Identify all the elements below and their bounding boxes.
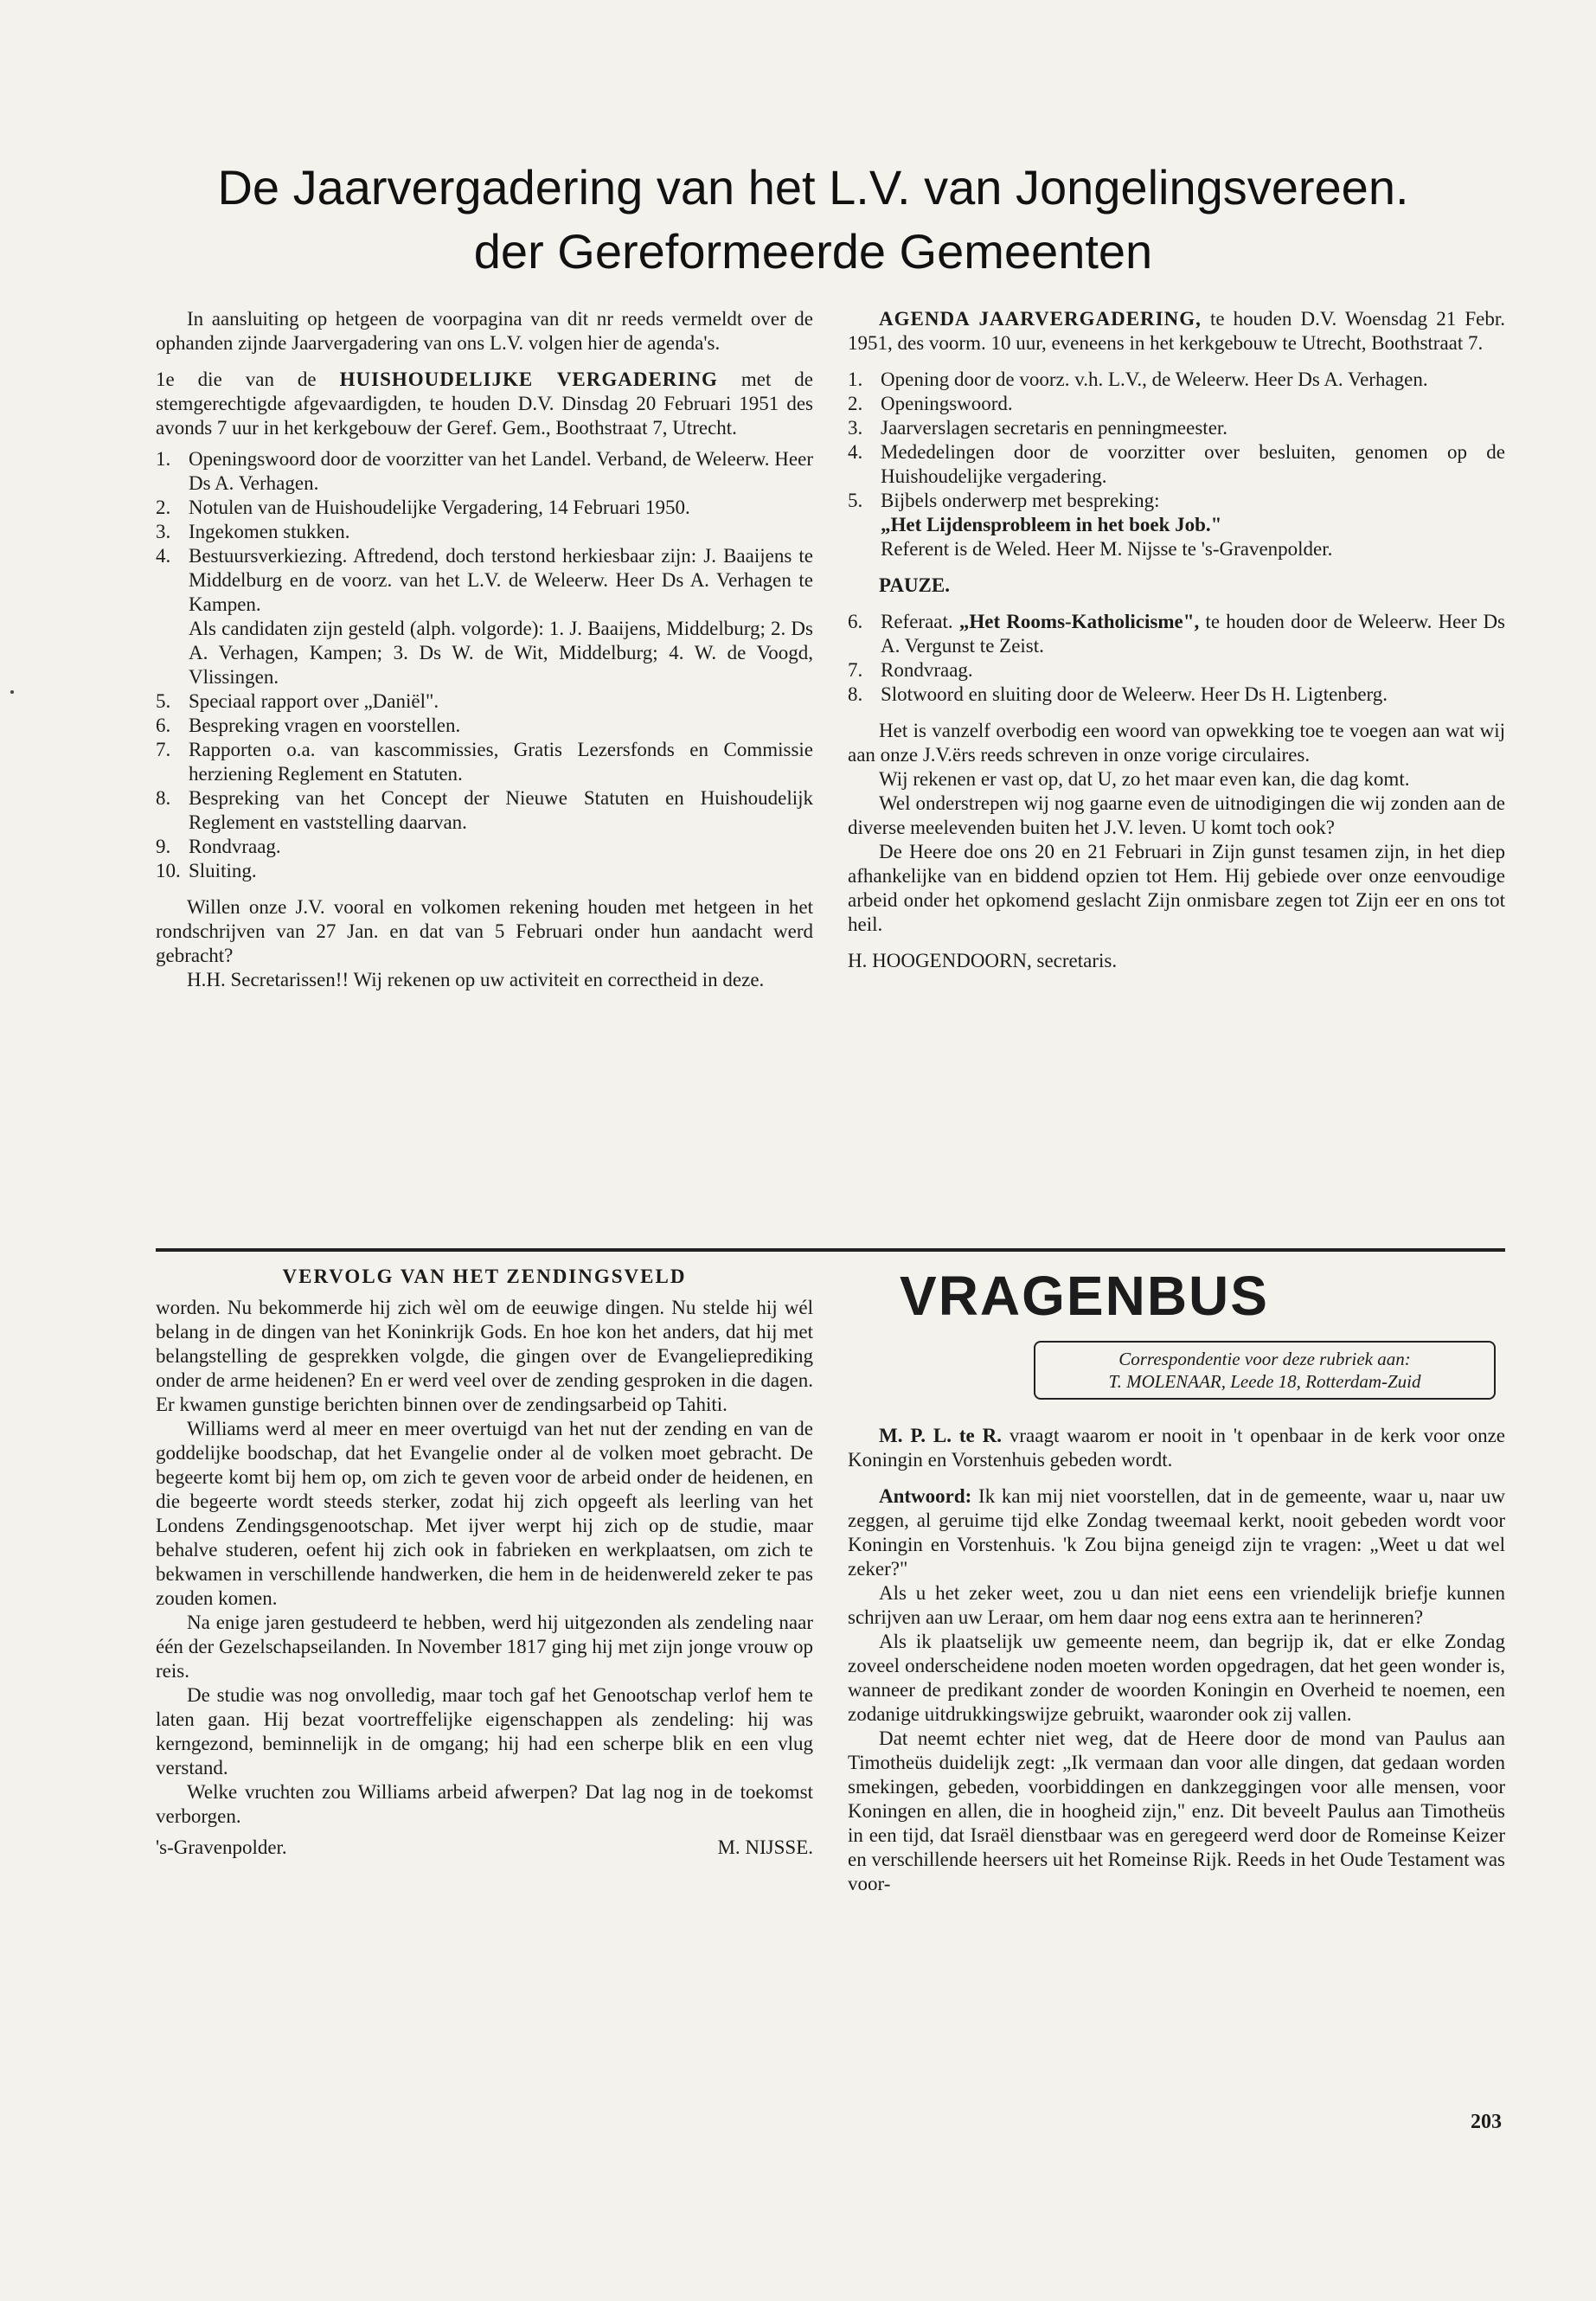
huishoudelijke-agenda-list	[156, 447, 813, 883]
item-prefix: Referaat.	[881, 611, 953, 632]
jaarvergadering-column	[848, 307, 1505, 973]
headline	[104, 156, 1522, 284]
paragraph: De studie was nog onvolledig, maar toch gaf het Genootschap verlof hem te laten gaan. Hij bezat voortreffelijke eigenschappen als zendeling: hij was kerngezond, beminnelijk in de omgang; hij had een scherpe blik en een vlug verstand.	[156, 1684, 813, 1779]
item-text: Bespreking van het Concept der Nieuwe Statuten en Huishoudelijk Reglement en vaststelling daarvan.	[189, 787, 813, 833]
item-number: 6.	[156, 715, 171, 736]
item-number: 3.	[156, 521, 171, 542]
jaarvergadering-agenda-list-2	[848, 658, 1505, 707]
secretarissen-paragraph: H.H. Secretarissen!! Wij rekenen op uw activiteit en correctheid in deze.	[187, 969, 765, 990]
item-number: 3.	[848, 417, 863, 439]
item-text: Notulen van de Huishoudelijke Vergadering, 14 Februari 1950.	[189, 497, 690, 518]
jaarvergadering-closing-text	[848, 719, 1505, 937]
huishoudelijke-rest: met de stemgerechtigde afgevaardigden, te houden D.V. Dinsdag 20 Februari 1951 des avonds 7 uur in het kerkgebouw der Geref. Gem., Boothstraat 7, Utrecht.	[156, 369, 814, 439]
agenda-title: AGENDA JAARVERGADERING,	[879, 308, 1202, 330]
item-text: Openingswoord door de voorzitter van het Landel. Verband, de Weleerw. Heer Ds A. Verhagen.	[189, 448, 813, 494]
print-speck	[10, 690, 14, 694]
list-item	[848, 440, 1505, 489]
answer-label: Antwoord:	[879, 1485, 972, 1507]
jaarvergadering-agenda-item-6	[848, 610, 1505, 658]
correspondence-label: Correspondentie voor deze rubriek aan:	[1118, 1349, 1411, 1369]
item-text: Rondvraag.	[881, 659, 973, 681]
item-number: 6.	[848, 611, 863, 632]
item-subject: „Het Rooms-Katholicisme",	[958, 611, 1200, 632]
item-text: Openingswoord.	[881, 393, 1013, 414]
item-text: Mededelingen door de voorzitter over besluiten, genomen op de Huishoudelijke vergadering.	[881, 441, 1505, 487]
item-number: 9.	[156, 836, 171, 857]
list-item	[156, 859, 813, 883]
item-text: Bespreking vragen en voorstellen.	[189, 715, 461, 736]
item-subtext: Als candidaten zijn gesteld (alph. volgorde): 1. J. Baaijens, Middelburg; 2. Ds A. Verhagen, Kampen; 3. Ds W. de Wit, Middelburg; 4. W. de Voogd, Vlissingen.	[189, 618, 813, 688]
item-rest: te houden door de Weleerw. Heer Ds A. Vergunst te Zeist.	[881, 611, 1506, 657]
signature-place: 's-Gravenpolder.	[156, 1836, 287, 1858]
list-item	[848, 658, 1505, 683]
paragraph: Het is vanzelf overbodig een woord van opwekking toe te voegen aan wat wij aan onze J.V.ërs reeds schreven in onze vorige circulaires.	[848, 720, 1505, 766]
agenda-rest: te houden D.V. Woensdag 21 Febr. 1951, des voorm. 10 uur, eveneens in het kerkgebouw te Utrecht, Boothstraat 7.	[848, 308, 1506, 354]
zendingsveld-signature	[156, 1836, 813, 1860]
huishoudelijke-column	[156, 307, 813, 992]
paragraph: Welke vruchten zou Williams arbeid afwerpen? Dat lag nog in de toekomst verborgen.	[156, 1781, 813, 1827]
paragraph: Als u het zeker weet, zou u dan niet eens een vriendelijk briefje kunnen schrijven aan uw Leraar, om hem daar nog eens extra aan te herinneren?	[848, 1582, 1505, 1628]
item-text: Rapporten o.a. van kascommissies, Gratis Lezersfonds en Commissie herziening Reglement en Statuten.	[189, 739, 813, 785]
answer-paragraph	[848, 1484, 1505, 1581]
secretary-signature: H. HOOGENDOORN, secretaris.	[848, 950, 1118, 971]
item-number: 2.	[848, 393, 863, 414]
paragraph: Wel onderstrepen wij nog gaarne even de uitnodigingen die wij zonden aan de diverse meelevenden buiten het J.V. leven. U komt toch ook?	[848, 792, 1505, 838]
headline-line-2: der Gereformeerde Gemeenten	[473, 224, 1153, 279]
page-number: 203	[1471, 2111, 1502, 2133]
item-number: 1.	[156, 448, 171, 470]
zendingsveld-title: VERVOLG VAN HET ZENDINGSVELD	[282, 1266, 687, 1287]
question-name: M. P. L. te R.	[879, 1425, 1002, 1446]
paragraph: worden. Nu bekommerde hij zich wèl om de eeuwige dingen. Nu stelde hij wél belang in de dingen van het Koninkrijk Gods. En hoe kon het anders, dat hij met belangstelling de gesprekken volgde, die gingen over de Evangelieprediking onder de arme heidenen? En er werd veel over de zending gesproken in die dagen. Er kwamen gunstige berichten binnen over de zendingsarbeid op Tahiti.	[156, 1297, 813, 1415]
list-item	[848, 392, 1505, 416]
vragenbus-title: VRAGENBUS	[900, 1265, 1269, 1327]
list-item	[156, 447, 813, 496]
huishoudelijke-title: HUISHOUDELIJKE VERGADERING	[339, 369, 718, 390]
list-item	[156, 544, 813, 689]
vragenbus-column	[848, 1265, 1505, 1896]
item-number: 1.	[848, 369, 863, 390]
item-number: 7.	[156, 739, 171, 760]
headline-line-1: De Jaarvergadering van het L.V. van Jongelingsvereen.	[217, 160, 1409, 215]
item-text: Bestuursverkiezing. Aftredend, doch terstond herkiesbaar zijn: J. Baaijens te Middelburg en de voorz. van het L.V. de Weleerw. Heer Ds A. Verhagen te Kampen.	[189, 545, 813, 615]
signature-author: M. NIJSSE.	[717, 1836, 813, 1858]
list-item	[848, 610, 1505, 658]
correspondence-address: T. MOLENAAR, Leede 18, Rotterdam-Zuid	[1108, 1371, 1421, 1392]
item-text: Speciaal rapport over „Daniël".	[189, 690, 439, 712]
question-paragraph	[848, 1424, 1505, 1472]
correspondence-box	[1034, 1341, 1496, 1400]
item-number: 8.	[848, 683, 863, 705]
huishoudelijke-heading	[156, 368, 813, 440]
willen-paragraph: Willen onze J.V. vooral en volkomen rekening houden met hetgeen in het rondschrijven van 27 Jan. en dat van 5 Februari onder hun aandacht werd gebracht?	[156, 896, 813, 966]
intro-paragraph: In aansluiting op hetgeen de voorpagina van dit nr reeds vermeldt over de ophanden zijnde Jaarvergadering van ons L.V. volgen hier de agenda's.	[156, 308, 813, 354]
item-number: 7.	[848, 659, 863, 681]
paragraph: Williams werd al meer en meer overtuigd van het nut der zending en van de goddelijke boodschap, dat het Evangelie onder al de volken moet gebracht. De begeerte komt bij hem op, om zich te geven voor de arbeid onder de heidenen, en die begeerte wordt steeds sterker, zodat hij zich opgeeft als leerling van het Londens Zendingsgenootschap. Met ijver werpt hij zich op de studie, maar behalve studeren, oefent hij zich ook in fabrieken en werkplaatsen, om zich te bekwamen in verschillende handwerken, die hem in de heidenwereld zeker te pas zouden komen.	[156, 1418, 813, 1609]
list-item	[156, 496, 813, 520]
item-number: 5.	[156, 690, 171, 712]
paragraph: De Heere doe ons 20 en 21 Februari in Zijn gunst tesamen zijn, in het diep afhankelijke van en biddend opzien tot Hem. Hij gebiede over onze eenvoudige arbeid onder het opkomend geslacht Zijn onmisbare zegen tot Zijn eer en ons tot heil.	[848, 841, 1505, 935]
list-item	[156, 520, 813, 544]
item-text: Sluiting.	[189, 860, 257, 881]
item-number: 4.	[156, 545, 171, 567]
question-text: vraagt waarom er nooit in 't openbaar in de kerk voor onze Koningin en Vorstenhuis gebeden wordt.	[848, 1425, 1505, 1471]
zendingsveld-text	[156, 1296, 813, 1829]
zendingsveld-column	[156, 1265, 813, 1860]
item-text: Slotwoord en sluiting door de Weleerw. Heer Ds H. Ligtenberg.	[881, 683, 1388, 705]
answer-text: Ik kan mij niet voorstellen, dat in de gemeente, waar u, naar uw zeggen, al geruime tijd elke Zondag tweemaal kerkt, nooit gebeden wordt voor Koningin en Vorstenhuis. 'k Zou bijna geneigd zijn te vragen: „Weet u dat wel zeker?"	[848, 1485, 1505, 1580]
list-item	[156, 835, 813, 859]
item-text: Opening door de voorz. v.h. L.V., de Weleerw. Heer Ds A. Verhagen.	[881, 369, 1428, 390]
list-item	[156, 714, 813, 738]
item-text: Rondvraag.	[189, 836, 281, 857]
item-subject: „Het Lijdensprobleem in het boek Job."	[881, 514, 1222, 535]
item-number: 10.	[156, 860, 181, 881]
item-text: Jaarverslagen secretaris en penningmeester.	[881, 417, 1228, 439]
list-item	[156, 689, 813, 714]
jaarvergadering-agenda-list-1	[848, 368, 1505, 489]
item-number: 5.	[848, 490, 863, 511]
list-item	[156, 738, 813, 786]
paragraph: Wij rekenen er vast op, dat U, zo het maar even kan, die dag komt.	[879, 768, 1410, 790]
list-item	[848, 416, 1505, 440]
agenda-heading	[848, 307, 1505, 356]
paragraph: Als ik plaatselijk uw gemeente neem, dan begrijp ik, dat er elke Zondag zoveel onderscheidene noden moeten worden opgedragen, dat het geen wonder is, wanneer de predikant zonder de woorden Koningin en Overheid te noemen, een zodanige uitdrukkingswijze gebruikt, waaronder ook zij vallen.	[848, 1631, 1505, 1725]
section-divider	[156, 1248, 1505, 1252]
answer-continuation	[848, 1581, 1505, 1896]
list-item	[848, 489, 1505, 561]
item-number: 2.	[156, 497, 171, 518]
item-referent: Referent is de Weled. Heer M. Nijsse te 's-Gravenpolder.	[881, 538, 1333, 560]
item-text: Bijbels onderwerp met bespreking:	[881, 490, 1160, 511]
huishoudelijke-prefix: 1e die van de	[156, 369, 317, 390]
item-number: 4.	[848, 441, 863, 463]
paragraph: Dat neemt echter niet weg, dat de Heere door de mond van Paulus aan Timotheüs duidelijk zegt: „Ik vermaan dan voor alle dingen, dat gedaan worden smekingen, gebeden, voorbiddingen en dankzeggingen voor alle mensen, voor Koningen en allen, die in hoogheid zijn," enz. Dit beveelt Paulus aan Timotheüs in een tijd, dat Israël dienstbaar was en geregeerd werd door de Romeinse Keizer en verschillende heersers uit het Romeinse Rijk. Reeds in het Oude Testament was voor-	[848, 1727, 1505, 1894]
pauze-label: PAUZE.	[879, 574, 950, 596]
paragraph: Na enige jaren gestudeerd te hebben, werd hij uitgezonden als zendeling naar één der Gezelschapseilanden. In November 1817 ging hij met zijn jonge vrouw op reis.	[156, 1612, 813, 1682]
list-item	[156, 786, 813, 835]
item-number: 8.	[156, 787, 171, 809]
item-text: Ingekomen stukken.	[189, 521, 350, 542]
list-item	[848, 683, 1505, 707]
list-item	[848, 368, 1505, 392]
jaarvergadering-agenda-item-5	[848, 489, 1505, 561]
